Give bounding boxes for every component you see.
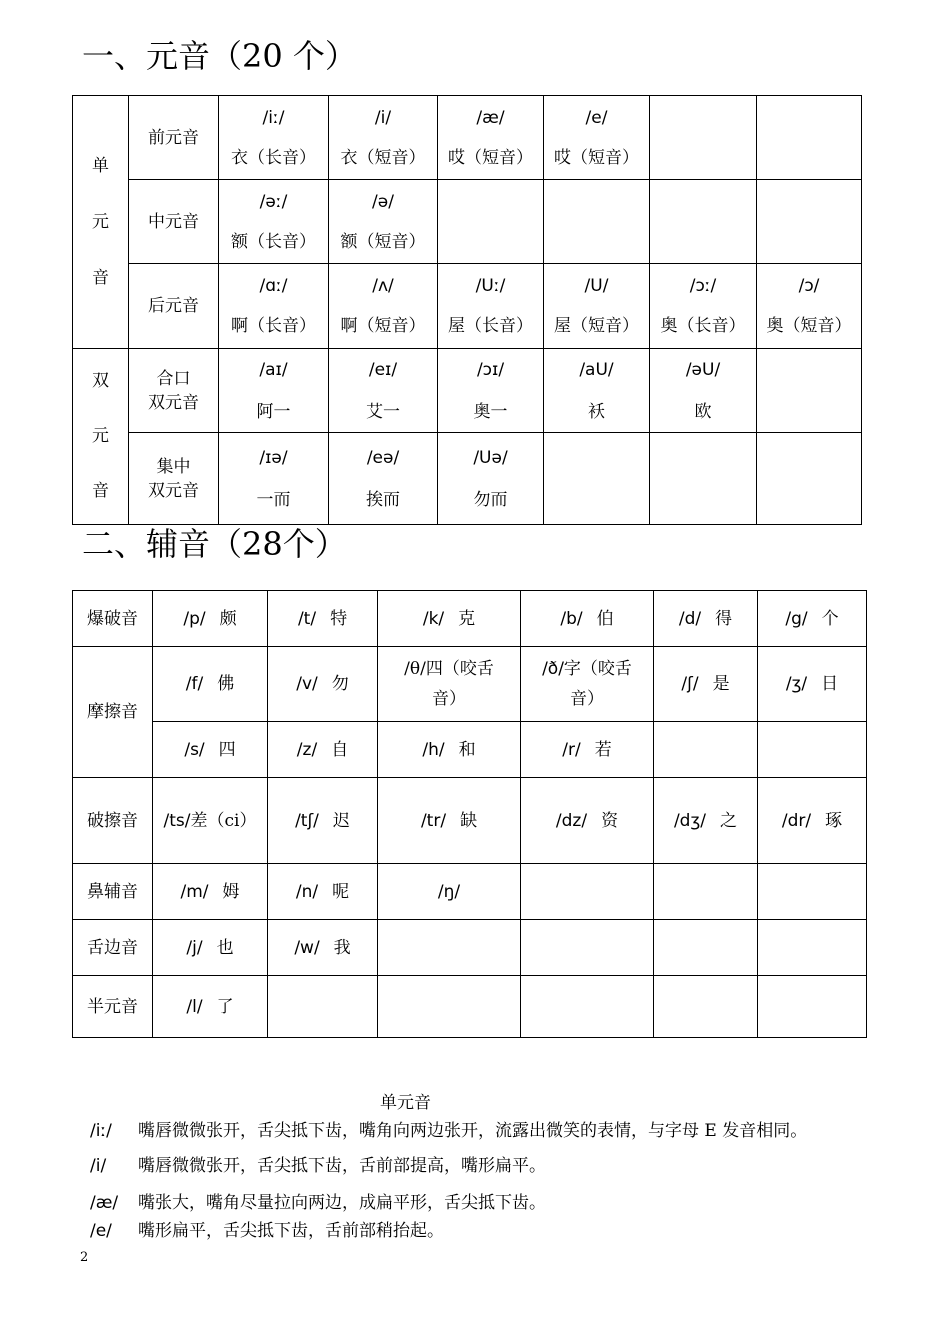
diphthong-cell: /ɪə/ 一而 <box>219 433 329 525</box>
consonant-cell: /θ/四（咬舌 音） <box>378 647 521 722</box>
diphthong-cell: /aɪ/ 阿一 <box>219 349 329 433</box>
vowel-cell: /ə/ 额（短音） <box>329 180 438 264</box>
description-line: /i/ 嘴唇微微张开，舌尖抵下齿，舌前部提高，嘴形扁平。 <box>90 1156 546 1176</box>
vowels-heading: 一、元音（20 个） <box>82 37 357 75</box>
empty-cell <box>544 433 650 525</box>
consonants-heading: 二、辅音（28个） <box>82 525 347 563</box>
consonant-cell: /k/ 克 <box>378 591 521 647</box>
empty-cell <box>757 180 862 264</box>
diphthong-cell: /Uə/ 勿而 <box>438 433 544 525</box>
empty-cell <box>268 976 378 1038</box>
diphthong-cell: /eə/ 挨而 <box>329 433 438 525</box>
description-line: /iː/ 嘴唇微微张开，舌尖抵下齿，嘴角向两边张开，流露出微笑的表情，与字母 E 发音相同。 <box>90 1121 808 1141</box>
consonant-cell: /ʃ/ 是 <box>654 647 758 722</box>
diphthong-cell: /eɪ/ 艾一 <box>329 349 438 433</box>
consonant-table <box>72 590 867 1038</box>
empty-cell <box>758 722 867 778</box>
central-vowel-label: 中元音 <box>129 180 219 264</box>
consonant-cell: /b/ 伯 <box>521 591 654 647</box>
empty-cell <box>758 920 867 976</box>
mono-vowel-label: 单 元 音 <box>73 96 129 349</box>
consonant-cell: /n/ 呢 <box>268 864 378 920</box>
vowel-cell: /Uː/ 屋（长音） <box>438 264 544 349</box>
consonant-cell: /m/ 姆 <box>153 864 268 920</box>
empty-cell <box>544 180 650 264</box>
vowel-cell: /U/ 屋（短音） <box>544 264 650 349</box>
empty-cell <box>650 180 757 264</box>
consonant-cell: /h/ 和 <box>378 722 521 778</box>
empty-cell <box>521 976 654 1038</box>
vowel-cell: /ɔ/ 奥（短音） <box>757 264 862 349</box>
consonant-cell: /tr/ 缺 <box>378 778 521 864</box>
empty-cell <box>654 722 758 778</box>
nasal-label: 鼻辅音 <box>73 864 153 920</box>
affricate-label: 破擦音 <box>73 778 153 864</box>
consonant-cell: /s/ 四 <box>153 722 268 778</box>
empty-cell <box>521 864 654 920</box>
vowel-cell: /ʌ/ 啊（短音） <box>329 264 438 349</box>
consonant-cell: /d/ 得 <box>654 591 758 647</box>
diphthong-cell: /əU/ 欧 <box>650 349 757 433</box>
consonant-cell: /ð/字（咬舌 音） <box>521 647 654 722</box>
vowel-cell: /ɑː/ 啊（长音） <box>219 264 329 349</box>
consonant-cell: /dr/ 琢 <box>758 778 867 864</box>
empty-cell <box>378 976 521 1038</box>
consonant-cell: /ʒ/ 日 <box>758 647 867 722</box>
consonant-cell: /t/ 特 <box>268 591 378 647</box>
consonant-cell: /z/ 自 <box>268 722 378 778</box>
vowel-cell: /əː/ 额（长音） <box>219 180 329 264</box>
consonant-cell: /v/ 勿 <box>268 647 378 722</box>
vowel-cell: /i/ 衣（短音） <box>329 96 438 180</box>
consonant-cell: /dz/ 资 <box>521 778 654 864</box>
empty-cell <box>758 976 867 1038</box>
lateral-label: 舌边音 <box>73 920 153 976</box>
empty-cell <box>650 96 757 180</box>
consonant-cell: /f/ 佛 <box>153 647 268 722</box>
vowel-table <box>72 95 862 525</box>
empty-cell <box>654 920 758 976</box>
vowel-cell: /ɔː/ 奥（长音） <box>650 264 757 349</box>
empty-cell <box>438 180 544 264</box>
page-number: 2 <box>80 1250 89 1265</box>
empty-cell <box>757 96 862 180</box>
vowel-cell: /e/ 哎（短音） <box>544 96 650 180</box>
empty-cell <box>650 433 757 525</box>
empty-cell <box>654 976 758 1038</box>
consonant-cell: /ŋ/ <box>378 864 521 920</box>
front-vowel-label: 前元音 <box>129 96 219 180</box>
fricative-label: 摩擦音 <box>73 647 153 778</box>
consonant-cell: /r/ 若 <box>521 722 654 778</box>
consonant-cell: /tʃ/ 迟 <box>268 778 378 864</box>
empty-cell <box>758 864 867 920</box>
consonant-cell: /l/ 了 <box>153 976 268 1038</box>
back-vowel-label: 后元音 <box>129 264 219 349</box>
diphthong-cell: /ɔɪ/ 奥一 <box>438 349 544 433</box>
consonant-cell: /p/ 颇 <box>153 591 268 647</box>
closing-diphthong-label: 合口 双元音 <box>129 349 219 433</box>
description-line: /e/ 嘴形扁平，舌尖抵下齿，舌前部稍抬起。 <box>90 1221 444 1241</box>
semivowel-label: 半元音 <box>73 976 153 1038</box>
section-title: 单元音 <box>380 1093 431 1113</box>
consonant-cell: /j/ 也 <box>153 920 268 976</box>
consonant-cell: /w/ 我 <box>268 920 378 976</box>
empty-cell <box>654 864 758 920</box>
empty-cell <box>378 920 521 976</box>
vowel-cell: /æ/ 哎（短音） <box>438 96 544 180</box>
centering-diphthong-label: 集中 双元音 <box>129 433 219 525</box>
diphthong-label: 双 元 音 <box>73 349 129 525</box>
plosive-label: 爆破音 <box>73 591 153 647</box>
consonant-cell: /ts/差（ci） <box>153 778 268 864</box>
empty-cell <box>521 920 654 976</box>
diphthong-cell: /aU/ 袄 <box>544 349 650 433</box>
consonant-cell: /dʒ/ 之 <box>654 778 758 864</box>
empty-cell <box>757 349 862 433</box>
empty-cell <box>757 433 862 525</box>
vowel-cell: /iː/ 衣（长音） <box>219 96 329 180</box>
consonant-cell: /g/ 个 <box>758 591 867 647</box>
description-line: /æ/ 嘴张大，嘴角尽量拉向两边，成扁平形，舌尖抵下齿。 <box>90 1193 546 1213</box>
